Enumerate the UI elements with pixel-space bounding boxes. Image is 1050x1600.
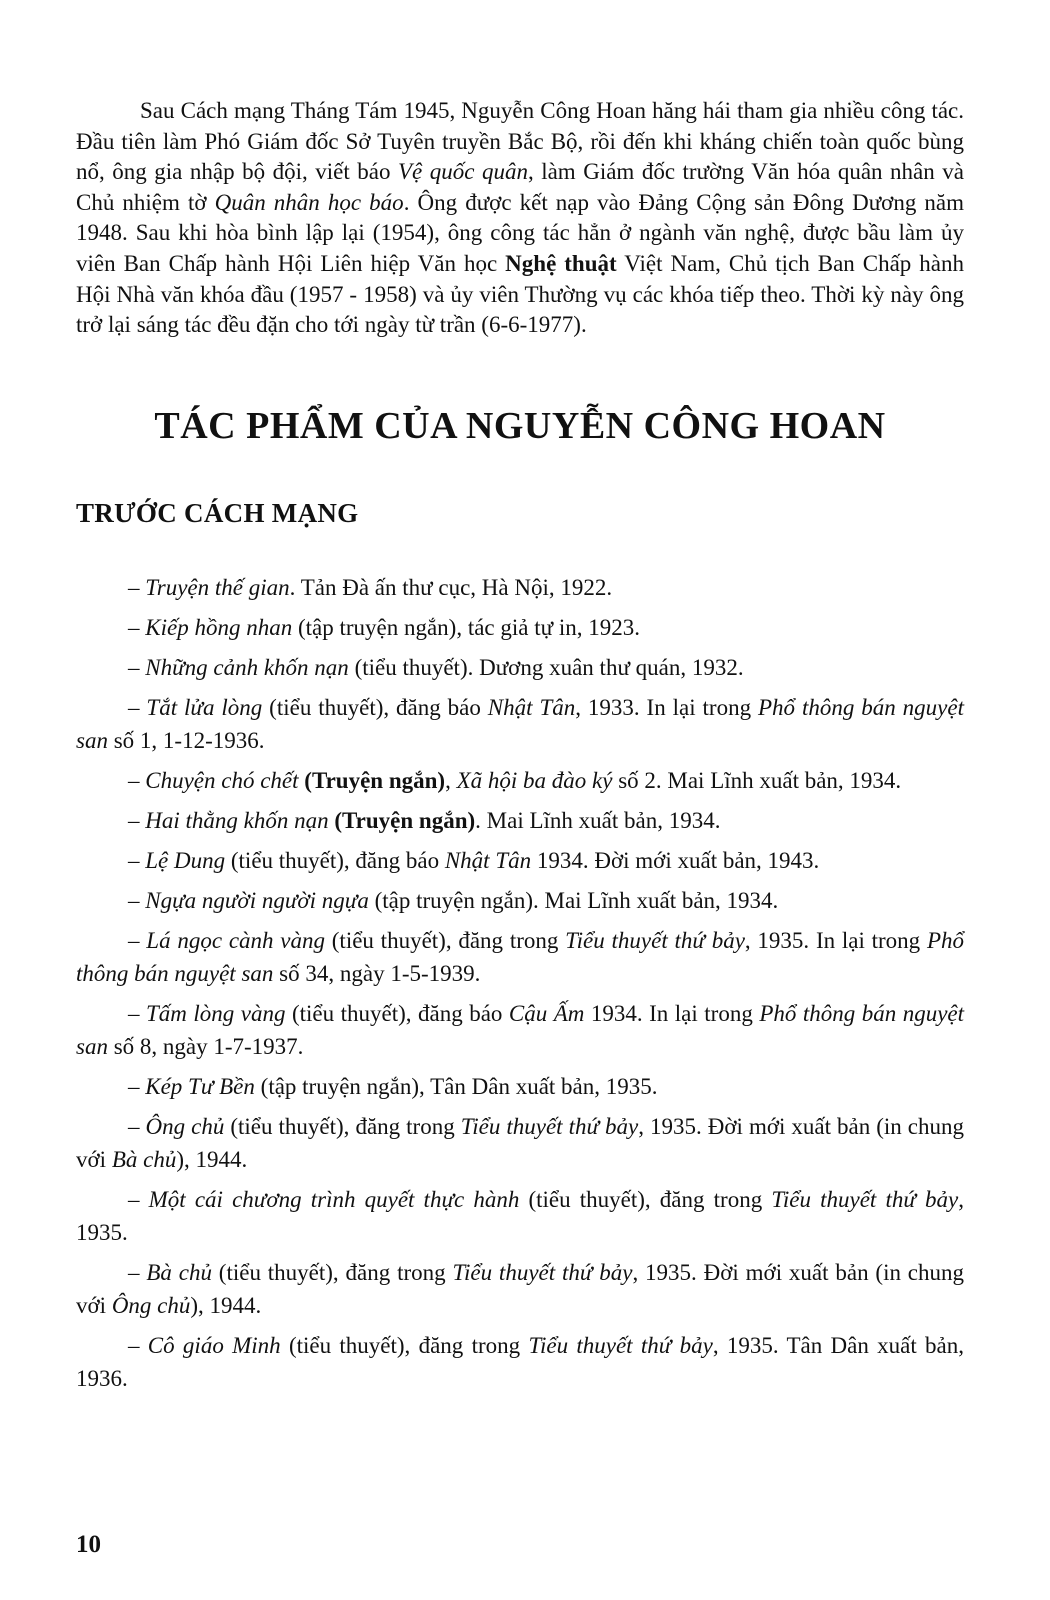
works-heading: TÁC PHẨM CỦA NGUYỄN CÔNG HOAN (154, 404, 886, 447)
work-entry: – Kiếp hồng nhan (tập truyện ngắn), tác giả tự in, 1923. (128, 614, 640, 640)
work-entry: – Truyện thế gian. Tản Đà ấn thư cục, Hà Nội, 1922. (128, 574, 613, 600)
works-list (76, 571, 964, 1395)
work-entry: – Tắt lửa lòng (tiểu thuyết), đăng báo Nhật Tân, 1933. In lại trong Phổ thông bán nguyệt san số 1, 1-12-1936. (76, 694, 964, 753)
work-entry: – Bà chủ (tiểu thuyết), đăng trong Tiểu thuyết thứ bảy, 1935. Đời mới xuất bản (in chung với Ông chủ), 1944. (76, 1259, 965, 1318)
work-entry: – Lá ngọc cành vàng (tiểu thuyết), đăng trong Tiểu thuyết thứ bảy, 1935. In lại trong Phổ thông bán nguyệt san số 34, ngày 1-5-1939. (76, 927, 964, 986)
pre-revolution-heading: TRƯỚC CÁCH MẠNG (76, 497, 359, 528)
work-entry: – Cô giáo Minh (tiểu thuyết), đăng trong Tiểu thuyết thứ bảy, 1935. Tân Dân xuất bản, 1936. (76, 1332, 965, 1391)
book-page (76, 96, 964, 1576)
work-entry: – Kép Tư Bền (tập truyện ngắn), Tân Dân xuất bản, 1935. (128, 1073, 658, 1099)
work-entry: – Chuyện chó chết (Truyện ngắn), Xã hội ba đào ký số 2. Mai Lĩnh xuất bản, 1934. (128, 767, 902, 793)
biography-paragraph: Sau Cách mạng Tháng Tám 1945, Nguyễn Công Hoan hăng hái tham gia nhiều công tác. Đầu tiên làm Phó Giám đốc Sở Tuyên truyền Bắc Bộ, rồi đến khi kháng chiến toàn quốc bùng nổ, ông gia nhập bộ đội, viết báo Vệ quốc quân, làm Giám đốc trường Văn hóa quân nhân và Chủ nhiệm tờ Quân nhân học báo. Ông được kết nạp vào Đảng Cộng sản Đông Dương năm 1948. Sau khi hòa bình lập lại (1954), ông công tác hẳn ở ngành văn nghệ, được bầu làm ủy viên Ban Chấp hành Hội Liên hiệp Văn học Nghệ thuật Việt Nam, Chủ tịch Ban Chấp hành Hội Nhà văn khóa đầu (1957 - 1958) và ủy viên Thường vụ các khóa tiếp theo. Thời kỳ này ông trở lại sáng tác đều đặn cho tới ngày từ trần (6-6-1977). (76, 98, 965, 338)
work-entry: – Ngựa người người ngựa (tập truyện ngắn). Mai Lĩnh xuất bản, 1934. (128, 887, 779, 913)
work-entry: – Những cảnh khốn nạn (tiểu thuyết). Dương xuân thư quán, 1932. (128, 654, 744, 680)
work-entry: – Lệ Dung (tiểu thuyết), đăng báo Nhật Tân 1934. Đời mới xuất bản, 1943. (128, 847, 820, 873)
work-entry: – Tấm lòng vàng (tiểu thuyết), đăng báo Cậu Ấm 1934. In lại trong Phổ thông bán nguyệt san số 8, ngày 1-7-1937. (76, 1000, 965, 1059)
work-entry: – Một cái chương trình quyết thực hành (tiểu thuyết), đăng trong Tiểu thuyết thứ bảy, 1935. (76, 1186, 964, 1245)
work-entry: – Hai thằng khốn nạn (Truyện ngắn). Mai Lĩnh xuất bản, 1934. (128, 807, 721, 833)
work-entry: – Ông chủ (tiểu thuyết), đăng trong Tiểu thuyết thứ bảy, 1935. Đời mới xuất bản (in chung với Bà chủ), 1944. (76, 1113, 965, 1172)
page-number: 10 (76, 1531, 101, 1558)
